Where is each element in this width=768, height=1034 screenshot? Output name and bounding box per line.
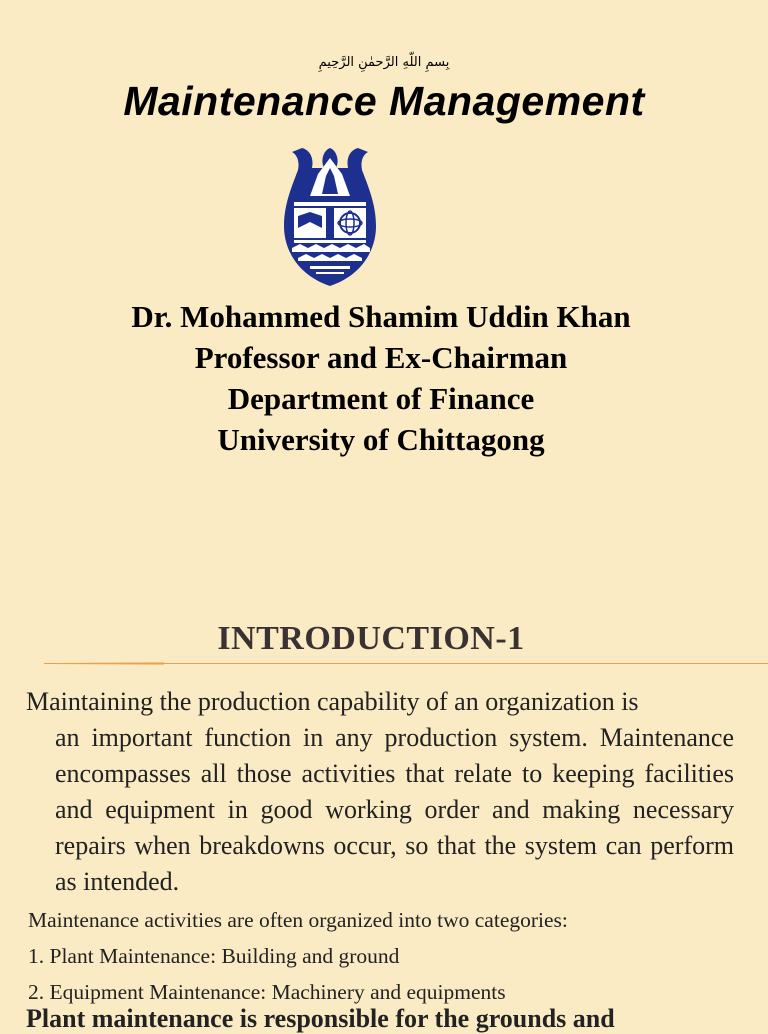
category-equipment: 2. Equipment Maintenance: Machinery and equipments xyxy=(28,980,506,1004)
cutoff-text-line: Plant maintenance is responsible for the grounds and xyxy=(26,1004,615,1033)
author-title: Professor and Ex-Chairman xyxy=(194,340,568,375)
introduction-heading: INTRODUCTION-1 xyxy=(217,620,525,657)
heading-rule xyxy=(44,663,768,664)
maintenance-categories xyxy=(28,902,748,1010)
author-name: Dr. Mohammed Shamim Uddin Khan xyxy=(131,299,631,334)
bismillah-text: بِسمِ اللّهِ الرَّحمٰنِ الرَّحِيمِ xyxy=(318,55,450,70)
introduction-paragraph xyxy=(26,684,734,900)
paragraph-first-line: Maintaining the production capability of an organization is xyxy=(26,687,639,716)
category-plant: 1. Plant Maintenance: Building and ground xyxy=(28,944,400,968)
paragraph-body: an important function in any production system. Maintenance encompasses all those activities that relate to keeping facilities and equipment in good working order and making necessary repairs when breakdowns occur, so that the system can perform as intended. xyxy=(55,723,734,896)
author-university: University of Chittagong xyxy=(217,422,545,457)
slide-title-text: Maintenance Management xyxy=(123,78,645,124)
author-info xyxy=(0,296,762,460)
categories-intro: Maintenance activities are often organized into two categories: xyxy=(28,908,568,932)
university-crest-icon xyxy=(280,144,380,289)
slide-introduction xyxy=(0,560,768,1033)
author-department: Department of Finance xyxy=(227,381,535,416)
